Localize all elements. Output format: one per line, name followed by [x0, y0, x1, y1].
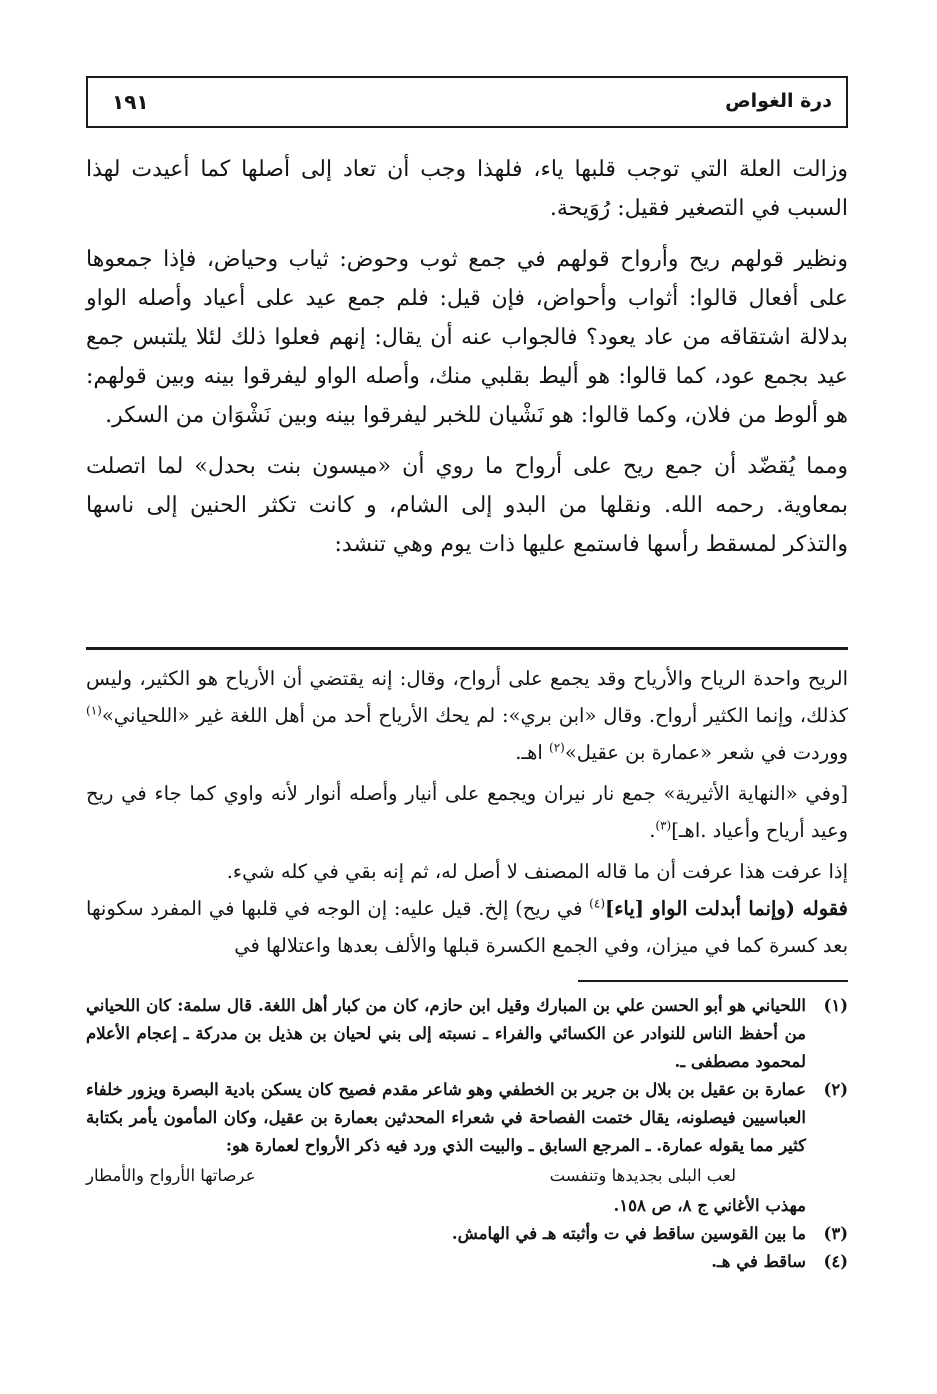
main-paragraph: ومما يُقضّد أن جمع ريح على أرواح ما روي أن «ميسون بنت بحدل» لما اتصلت بمعاوية. رحمه الله. ونقلها من البدو إلى الشام، و كانت تكثر الحنين إلى ناسها والتذكر لمسقط رأسها فاستمع عليها ذات يوم وهي تنشد: [86, 454, 848, 557]
footnote-text: ما بين القوسين ساقط في ت وأثبته هـ في الهامش. [451, 1224, 806, 1243]
commentary-text-run: اهـ. [515, 741, 550, 764]
footnote-marker: (٢) [549, 740, 565, 755]
footnote-item [86, 1076, 848, 1220]
commentary-paragraph [86, 890, 848, 964]
verse-second-hemistich: عرصاتها الأرواح والأمطار [86, 1166, 256, 1185]
footnote-item [86, 992, 848, 1076]
commentary-text-run: . [649, 819, 656, 842]
main-paragraph: وزالت العلة التي توجب قلبها ياء، فلهذا وجب أن تعاد إلى أصلها كما أعيدت لهذا السبب في التصغير فقيل: رُوَيحة. [86, 157, 848, 221]
footnote-source: مهذب الأغاني ج ٨، ص ١٥٨. [613, 1196, 806, 1215]
commentary-quote: فقوله (وإنما أبدلت الواو [ياء] [605, 897, 848, 920]
commentary-text-run: ووردت في شعر «عمارة بن عقيل» [564, 741, 848, 764]
section-divider [86, 647, 848, 650]
commentary-text-run: الريح واحدة الرياح والأرياح وقد يجمع على أرواح، وقال: إنه يقتضي أن الأرياح هو الكثير، وليس كذلك، وإنما الكثير أرواح. وقال «ابن بري»: لم يحك الأرياح أحد من أهل اللغة غير «اللحياني» [86, 667, 848, 727]
commentary-text [86, 660, 848, 964]
footnote-body [86, 1076, 806, 1220]
footnote-item [86, 1220, 848, 1248]
footnote-number: (٢) [823, 1080, 848, 1099]
verse-first-hemistich: لعب البلى بجديدها وتنفست [549, 1166, 736, 1185]
footnote-marker: (١) [86, 703, 102, 718]
commentary-paragraph [86, 775, 848, 849]
main-paragraph: ونظير قولهم ريح وأرواح قولهم في جمع ثوب وحوض: ثياب وحياض، فإذا جمعوها على أفعال قالوا: أثواب وأحواض، فإن قيل: فلم جمع عيد على أعياد وأصله الواو بدلالة اشتقاقه من عاد يعود؟ فالجواب عنه أن يقال: إنهم فعلوا ذلك لئلا يلتبس جمع عيد بجمع عود، كما قالوا: هو أليط بقلبي منك، وأصله الواو ليفرقوا بينه وبين قولهم: هو ألوط من فلان، وكما قالوا: هو نَشْيان للخبر ليفرقوا بينه وبين نَشْوَان من السكر. [86, 247, 848, 428]
commentary-paragraph [86, 660, 848, 771]
footnotes [86, 992, 848, 1276]
footnote-marker: (٣) [655, 818, 672, 833]
commentary-paragraph: إذا عرفت هذا عرفت أن ما قاله المصنف لا أصل له، ثم إنه بقي في كله شيء. [226, 860, 848, 883]
commentary-text-run: [وفي «النهاية الأثيرية» جمع نار نيران ويجمع على أنيار وأصله أنوار لأنه واوي كما جاء في ريح وعيد أرياح وأعياد .اهـ] [86, 782, 848, 842]
footnote-marker: (٤) [589, 896, 605, 911]
footnote-text: عمارة بن عقيل بن بلال بن جرير بن الخطفي وهو شاعر مقدم فصيح كان يسكن بادية البصرة ويزور خلفاء العباسيين فيصلونه، يقال ختمت الفصاحة في شعراء المحدثين بعمارة بن عقيل، وكان المأمون يأمر بكتابة كثير مما يقوله عمارة. ـ المرجع السابق ـ والبيت الذي ورد فيه ذكر الأرواح لعمارة هو: [86, 1080, 806, 1155]
footnote-number: (٤) [823, 1252, 848, 1271]
footnote-text: اللحياني هو أبو الحسن علي بن المبارك وقيل ابن حازم، كان من كبار أهل اللغة. قال سلمة: كان اللحياني من أحفظ الناس للنوادر عن الكسائي والفراء ـ نسبته إلى بني لحيان بن هذيل بن مدركة ـ إعجام الأعلام لمحمود مصطفى ـ. [86, 996, 806, 1071]
running-header [86, 76, 848, 128]
poem-verse [86, 1162, 806, 1190]
commentary-text-run: في ريح) إلخ. قيل عليه: إن الوجه في قلبها في المفرد سكونها بعد كسرة كما في ميزان، وفي الجمع الكسرة قبلها والألف بعدها واعتلالها في [86, 897, 848, 957]
footnote-number: (٣) [823, 1224, 848, 1243]
footnote-divider [578, 980, 848, 982]
footnote-item [86, 1248, 848, 1276]
footnote-text: ساقط في هـ. [711, 1252, 806, 1271]
footnote-number: (١) [823, 996, 848, 1015]
main-text [86, 150, 848, 564]
header-title: درة الغواص [725, 90, 832, 112]
page-number: ١٩١ [112, 90, 149, 114]
